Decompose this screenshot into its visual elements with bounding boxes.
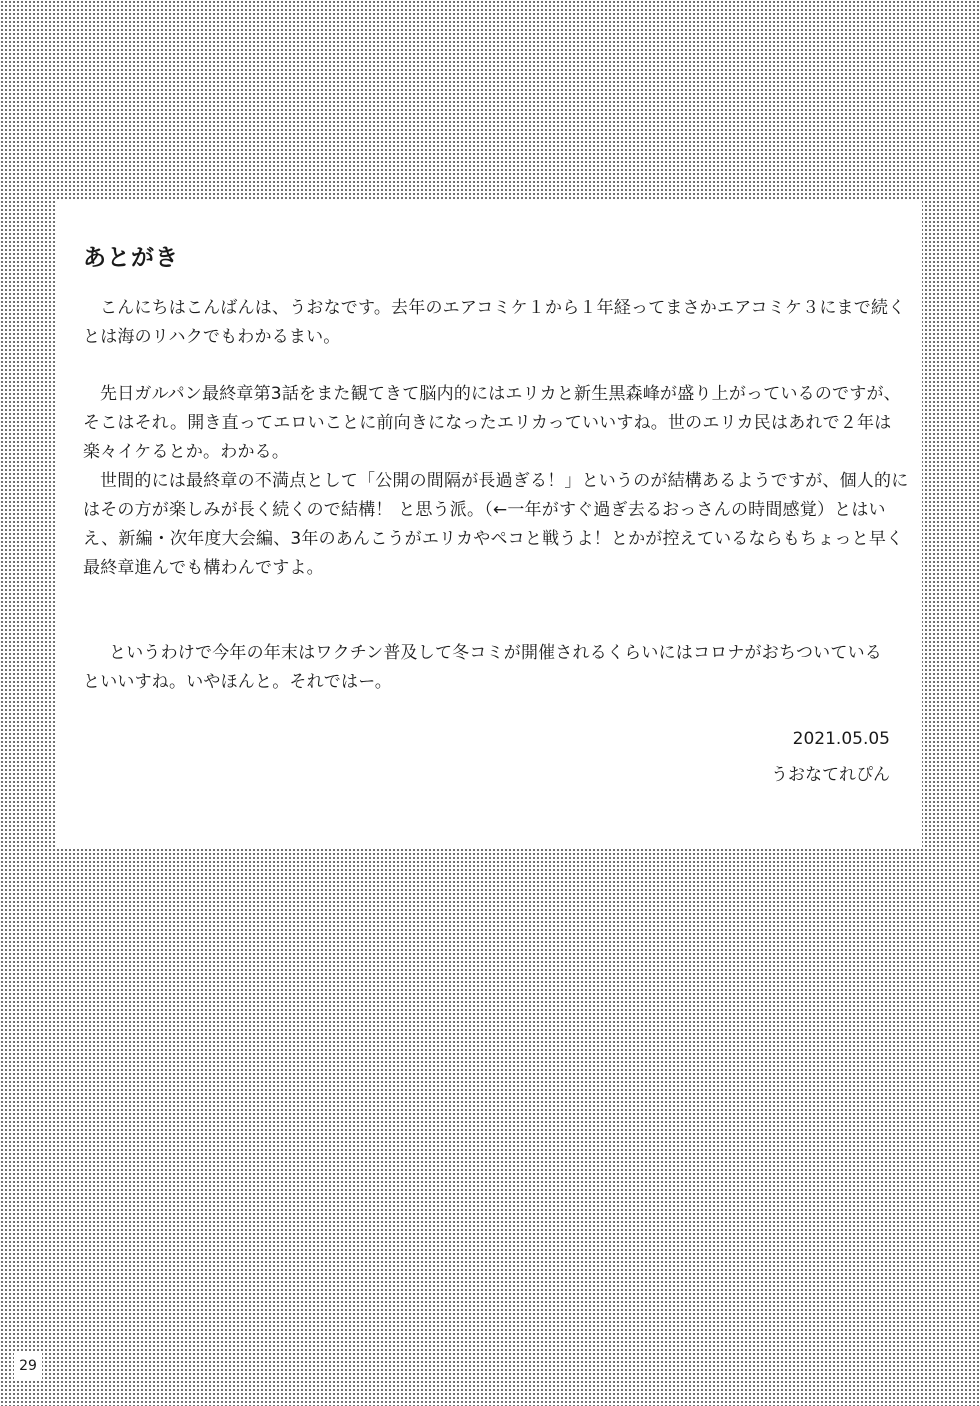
afterword-date: 2021.05.05 [792, 729, 890, 749]
page-number: 29 [14, 1353, 42, 1379]
afterword-paragraph-3: 世間的には最終章の不満点として「公開の間隔が長過ぎる！」というのが結構あるようですが、個人的にはその方が楽しみが長く続くので結構！ と思う派。（←一年がすぐ過ぎ去るおっさんの時間感覚）とはいえ、新編・次年度大会編、3年のあんこうがエリカやペコと戦うよ！とかが控えているならもちょっと早く最終章進んでも構わんですよ。 [83, 471, 909, 578]
afterword-title: あとがき [83, 245, 179, 271]
afterword-paragraph-1: こんにちはこんばんは、うおなです。去年のエアコミケ１から１年経ってまさかエアコミケ３にまで続くとは海のリハクでもわかるまい。 [83, 298, 906, 347]
afterword-paragraph-4: というわけで今年の年末はワクチン普及して冬コミが開催されるくらいにはコロナがおちついているといいすね。いやほんと。それではー。 [83, 643, 882, 692]
afterword-author: うおなてれぴん [771, 765, 890, 785]
afterword-panel [57, 199, 922, 849]
afterword-paragraph-2: 先日ガルパン最終章第3話をまた観てきて脳内的にはエリカと新生黒森峰が盛り上がっているのですが、そこはそれ。開き直ってエロいことに前向きになったエリカっていいすね。世のエリカ民はあれで２年は楽々イケるとか。わかる。 [83, 384, 901, 462]
